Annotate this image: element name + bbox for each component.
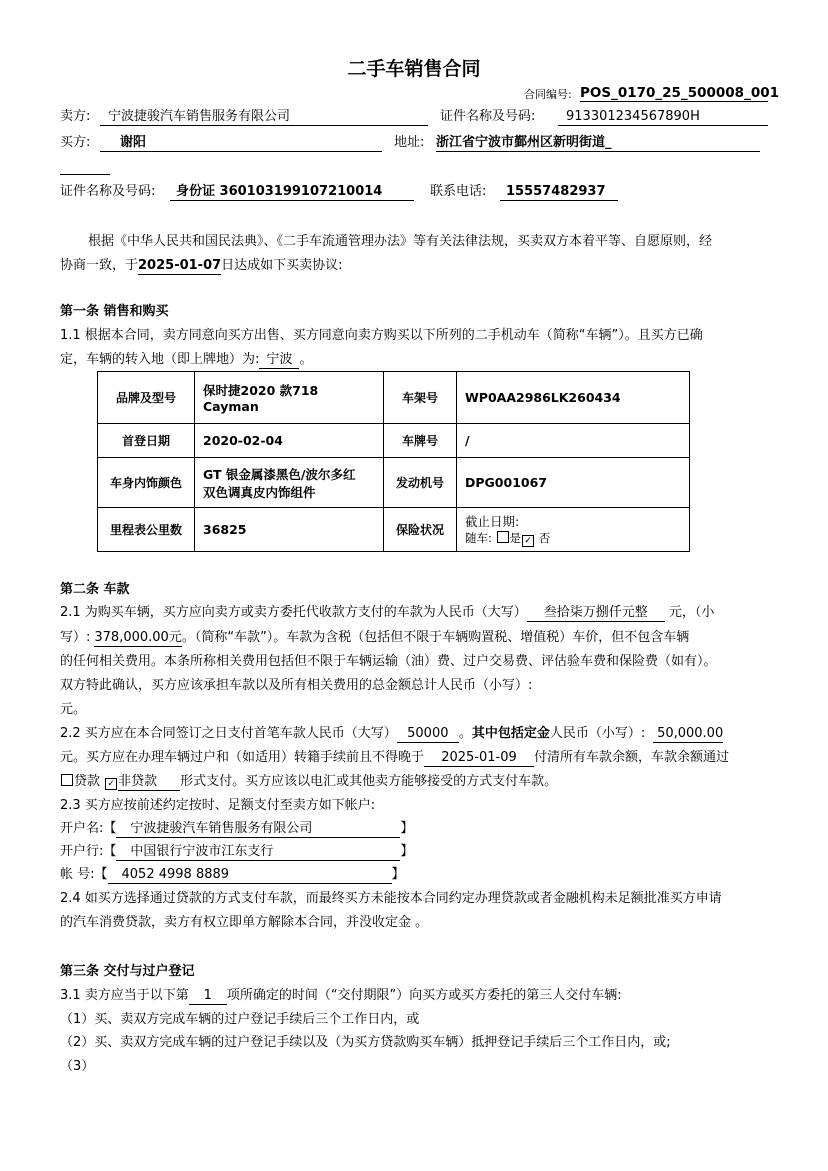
- intro-line-2: 协商一致，于2025-01-07日达成如下买卖协议:: [60, 258, 343, 273]
- deposit-amount: 50,000.00: [653, 725, 723, 743]
- plate-value: /: [457, 424, 690, 458]
- brand-label: 品牌及型号: [98, 372, 195, 424]
- article-2-1-line-3: 的任何相关费用。本条所称相关费用包括但不限于车辆运输（油）费、过户交易费、评估验车费和保险费（如有）。: [60, 654, 717, 669]
- color-label: 车身内饰颜色: [98, 458, 195, 508]
- intro-line-1: 根据《中华人民共和国民法典》、《二手车流通管理办法》等有关法律法规，买卖双方本着平等、自愿原则，经: [88, 234, 713, 249]
- insurance-label: 保险状况: [384, 508, 457, 552]
- reg-date-label: 首登日期: [98, 424, 195, 458]
- buyer-cert-value: 身份证 360103199107210014: [170, 183, 414, 201]
- agreement-date: 2025-01-07: [138, 258, 222, 273]
- article-2-4-line-1: 2.4 如买方选择通过贷款的方式支付车款，而最终买方未能按本合同约定办理贷款或者金融机构未足额批准买方申请: [60, 891, 722, 906]
- contract-no-label: 合同编号:: [524, 88, 572, 101]
- seller-label: 卖方:: [60, 109, 91, 124]
- buyer-cert-label: 证件名称及号码:: [60, 184, 156, 199]
- article-2-1-line-4: 双方特此确认，买方应该承担车款以及所有相关费用的总金额总计人民币（小写）:: [60, 678, 533, 693]
- account-name: 宁波捷骏汽车销售服务有限公司: [116, 820, 400, 838]
- article-2-2-line-3: 贷款 ✓ 非贷款 形式支付。买方应该以电汇或其他卖方能够接受的方式支付车款。: [60, 773, 557, 791]
- account-name-row: 开户名:【 宁波捷骏汽车销售服务有限公司 】: [60, 821, 414, 836]
- delivery-item-no: 1: [189, 987, 227, 1005]
- checkbox-checked-icon[interactable]: ✓: [105, 778, 117, 790]
- plate-label: 车牌号: [384, 424, 457, 458]
- article-3-heading: 第三条 交付与过户登记: [60, 964, 195, 979]
- seller-cert-label: 证件名称及号码:: [440, 109, 536, 124]
- mileage-value: 36825: [195, 508, 384, 552]
- article-3-1-option-2: （2）买、卖双方完成车辆的过户登记手续以及（为买方贷款购买车辆）抵押登记手续后三个工作日内，或;: [60, 1035, 671, 1050]
- article-2-1-line-1: 2.1 为购买车辆，买方应向卖方或卖方委托代收款方支付的车款为人民币（大写） 叁拾柒万捌仟元整 元，（小: [60, 605, 715, 620]
- buyer-addr-value: 浙江省宁波市鄞州区新明街道_: [436, 134, 760, 152]
- seller-name: 宁波捷骏汽车销售服务有限公司: [100, 108, 428, 126]
- brand-value: 保时捷2020 款718 Cayman: [195, 372, 384, 424]
- article-2-2-line-1: 2.2 买方应在本合同签订之日支付首笔车款人民币（大写） 50000 。其中包括定金人民币（小写）: 50,000.00: [60, 726, 724, 741]
- table-row: [98, 508, 690, 552]
- vin-label: 车架号: [384, 372, 457, 424]
- balance-due-date: 2025-01-09: [424, 749, 534, 767]
- contract-no-value: POS_0170_25_500008_001: [580, 85, 779, 101]
- checkbox-checked-icon[interactable]: ✓: [522, 535, 534, 547]
- bank-row: 开户行:【 中国银行宁波市江东支行 】: [60, 844, 414, 859]
- mileage-label: 里程表公里数: [98, 508, 195, 552]
- article-1-1-line-2: 定，车辆的转入地（即上牌地）为: 宁波 。: [60, 352, 313, 367]
- table-row: [98, 458, 690, 508]
- article-1-heading: 第一条 销售和购买: [60, 304, 169, 319]
- table-row: [98, 372, 690, 424]
- article-1-1-line-1: 1.1 根据本合同，卖方同意向买方出售、买方同意向卖方购买以下所列的二手机动车（简称“车辆”）。且买方已确: [60, 328, 703, 343]
- table-row: [98, 424, 690, 458]
- vehicle-info-table: [97, 371, 690, 552]
- engine-value: DPG001067: [457, 458, 690, 508]
- insurance-value: 截止日期: 随车: 是 ✓ 否: [457, 508, 690, 552]
- addr-continuation-line: [60, 174, 110, 175]
- article-3-1-option-1: （1）买、卖双方完成车辆的过户登记手续后三个工作日内，或: [60, 1012, 420, 1027]
- article-2-3-line: 2.3 买方应按前述约定按时、足额支付至卖方如下帐户:: [60, 798, 376, 813]
- reg-date-value: 2020-02-04: [195, 424, 384, 458]
- first-payment: 50000: [397, 725, 459, 743]
- article-3-1-line-1: 3.1 卖方应当于以下第 1 项所确定的时间（“交付期限”）向买方或买方委托的第三人交付车辆:: [60, 988, 622, 1003]
- buyer-label: 买方:: [60, 135, 91, 150]
- article-2-2-line-2: 元。买方应在办理车辆过户和（如适用）转籍手续前且不得晚于 2025-01-09 付清所有车款余额，车款余额通过: [60, 750, 730, 765]
- amount-in-figures: 378,000.00元: [94, 630, 182, 645]
- account-number-row: 帐 号:【 4052 4998 8889 】: [60, 867, 405, 882]
- buyer-phone-label: 联系电话:: [430, 184, 487, 199]
- article-2-1-line-5: 元。: [60, 702, 87, 717]
- buyer-phone-value: 15557482937: [500, 183, 618, 201]
- checkbox-unchecked-icon[interactable]: [61, 774, 73, 786]
- color-value: GT 银金属漆黑色/波尔多红 双色调真皮内饰组件: [195, 458, 384, 508]
- checkbox-unchecked-icon[interactable]: [497, 531, 509, 543]
- amount-in-words: 叁拾柒万捌仟元整: [527, 604, 665, 622]
- registration-place: 宁波: [259, 351, 299, 369]
- buyer-name: 谢阳: [100, 134, 382, 152]
- article-2-1-line-2: 写）: 378,000.00元。（简称“车款”）。车款为含税（包括但不限于车辆购置税、增值税）车价，但不包含车辆: [60, 630, 690, 645]
- document-title: 二手车销售合同: [347, 58, 481, 80]
- article-3-1-option-3: （3）: [60, 1059, 95, 1074]
- seller-cert-value: 913301234567890H: [558, 108, 768, 126]
- engine-label: 发动机号: [384, 458, 457, 508]
- article-2-4-line-2: 的汽车消费贷款，卖方有权立即单方解除本合同，并没收定金 。: [60, 915, 429, 930]
- buyer-addr-label: 地址:: [394, 135, 425, 150]
- account-number: 4052 4998 8889: [108, 866, 392, 884]
- article-2-heading: 第二条 车款: [60, 582, 130, 597]
- vin-value: WP0AA2986LK260434: [457, 372, 690, 424]
- bank-name: 中国银行宁波市江东支行: [116, 843, 400, 861]
